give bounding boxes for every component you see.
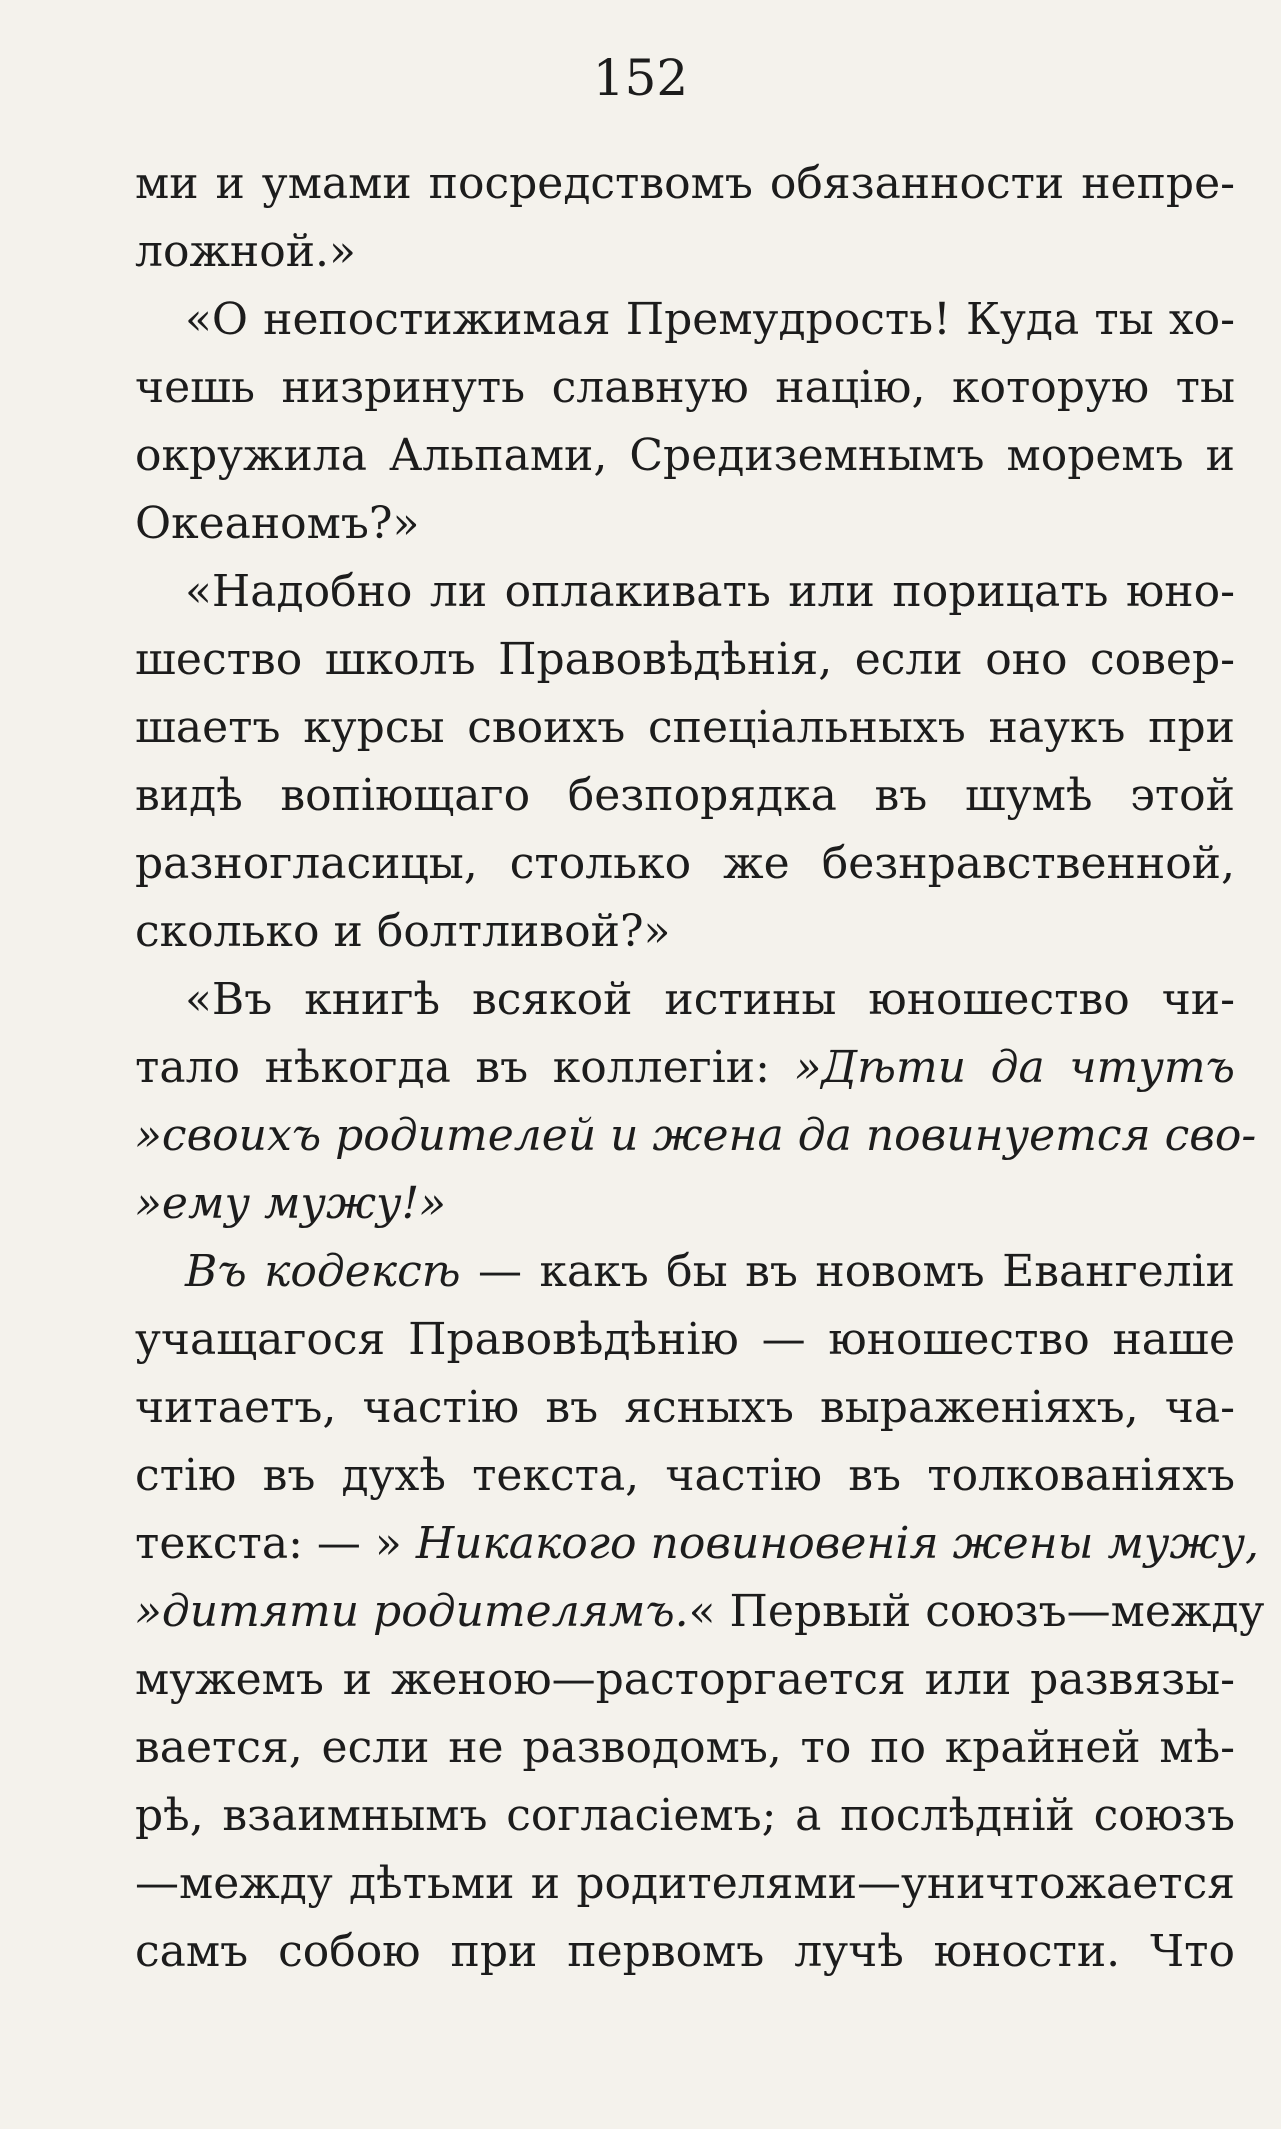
text-line: [135, 1510, 1259, 1578]
text-segment: тало нѣкогда въ коллегіи:: [135, 1042, 795, 1093]
text-line: [135, 1374, 1235, 1442]
text-line: [135, 558, 1235, 626]
text-segment: вается, если не разводомъ, то по крайней мѣ-: [135, 1722, 1235, 1773]
text-line: [135, 694, 1235, 762]
text-line: [135, 1306, 1235, 1374]
text-line: [135, 422, 1235, 490]
text-line: [135, 490, 1235, 558]
text-line: [135, 1034, 1235, 1102]
text-line: [135, 1102, 1257, 1170]
italic-text-segment: »Дѣти да чтутъ: [794, 1042, 1235, 1093]
text-segment: стію въ духѣ текста, частію въ толкованіяхъ: [135, 1450, 1235, 1501]
text-segment: «О непостижимая Премудрость! Куда ты хо-: [185, 294, 1235, 345]
text-segment: учащагося Правовѣдѣнію — юношество наше: [135, 1314, 1235, 1365]
page-number: 152: [592, 49, 689, 107]
text-line: [135, 966, 1235, 1034]
text-segment: текста: — »: [135, 1518, 416, 1569]
text-line: [135, 1850, 1235, 1918]
text-segment: читаетъ, частію въ ясныхъ выраженіяхъ, ча-: [135, 1382, 1235, 1433]
italic-text-segment: »ему мужу!»: [135, 1178, 447, 1229]
text-segment: Океаномъ?»: [135, 498, 420, 549]
text-line: [135, 1578, 1265, 1646]
text-line: [135, 626, 1235, 694]
text-line: [135, 286, 1235, 354]
text-line: [135, 1238, 1235, 1306]
italic-text-segment: »дитяти родителямъ.: [135, 1586, 689, 1637]
text-line: [135, 1918, 1235, 1986]
text-line: [135, 1646, 1235, 1714]
text-segment: мужемъ и женою—расторгается или развязы-: [135, 1654, 1235, 1705]
text-line: [135, 762, 1235, 830]
text-segment: ложной.»: [135, 226, 356, 277]
italic-text-segment: »своихъ родителей и жена да повинуется сво-: [135, 1110, 1257, 1161]
text-segment: самъ собою при первомъ лучѣ юности. Что: [135, 1926, 1235, 1977]
italic-text-segment: Въ кодексѣ: [185, 1246, 461, 1297]
text-line: [135, 898, 1235, 966]
text-segment: чешь низринуть славную націю, которую ты: [135, 362, 1235, 413]
text-segment: шество школъ Правовѣдѣнія, если оно совер-: [135, 634, 1235, 685]
text-segment: —между дѣтьми и родителями—уничтожается: [135, 1858, 1235, 1909]
text-segment: шаетъ курсы своихъ спеціальныхъ наукъ при: [135, 702, 1235, 753]
body-text: [135, 150, 1265, 1986]
text-line: [135, 1442, 1235, 1510]
text-line: [135, 354, 1235, 422]
text-segment: рѣ, взаимнымъ согласіемъ; а послѣдній союзъ: [135, 1790, 1235, 1841]
text-line: [135, 830, 1235, 898]
text-segment: сколько и болтливой?»: [135, 906, 671, 957]
text-segment: «Надобно ли оплакивать или порицать юно-: [185, 566, 1235, 617]
text-segment: — какъ бы въ новомъ Евангеліи: [460, 1246, 1236, 1297]
text-segment: «Въ книгѣ всякой истины юношество чи-: [185, 974, 1235, 1025]
text-segment: « Первый союзъ—между: [688, 1586, 1265, 1637]
text-line: [135, 1782, 1235, 1850]
text-line: [135, 150, 1235, 218]
italic-text-segment: Никакого повиновенія жены мужу,: [415, 1518, 1259, 1569]
text-segment: окружила Альпами, Средиземнымъ моремъ и: [135, 430, 1235, 481]
text-segment: видѣ вопіющаго безпорядка въ шумѣ этой: [135, 770, 1235, 821]
text-line: [135, 1170, 1235, 1238]
text-line: [135, 218, 1235, 286]
text-line: [135, 1714, 1235, 1782]
text-segment: разногласицы, столько же безнравственной,: [135, 838, 1235, 889]
text-segment: ми и умами посредствомъ обязанности непре-: [135, 158, 1235, 209]
